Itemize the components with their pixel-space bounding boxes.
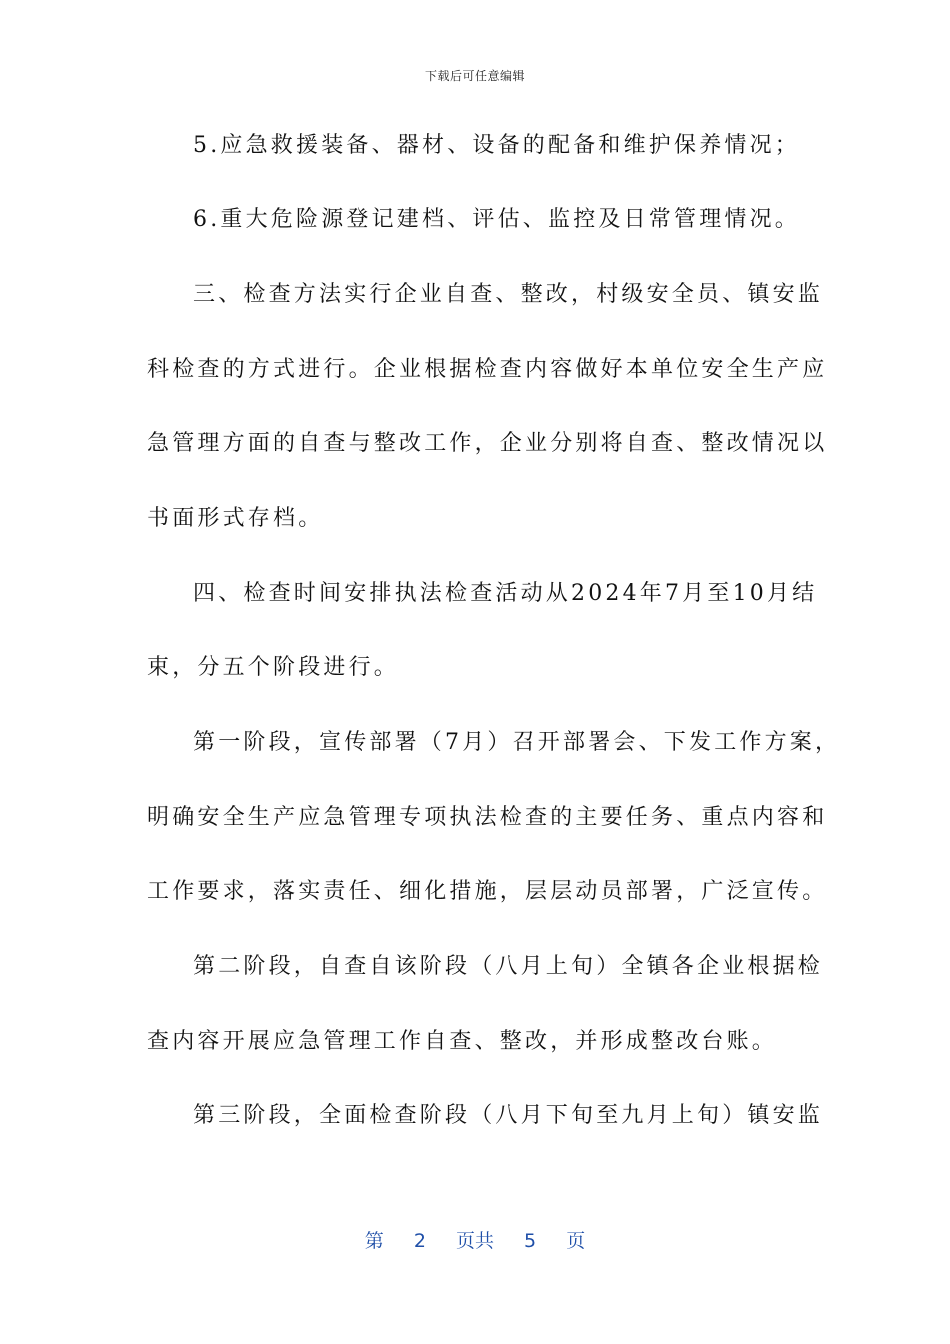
text-line: 查内容开展应急管理工作自查、整改，并形成整改台账。 xyxy=(147,1029,778,1054)
footer-current-page: 2 xyxy=(413,1230,426,1252)
text-line: 第二阶段，自查自该阶段（八月上旬）全镇各企业根据检 xyxy=(193,954,824,979)
text-line: 束，分五个阶段进行。 xyxy=(147,655,400,680)
text-line: 急管理方面的自查与整改工作，企业分别将自查、整改情况以 xyxy=(147,431,828,456)
footer-ye-gong: 页共 xyxy=(455,1230,494,1252)
footer-di: 第 xyxy=(364,1230,384,1252)
text-line: 5.应急救援装备、器材、设备的配备和维护保养情况； xyxy=(193,133,800,158)
text-line: 明确安全生产应急管理专项执法检查的主要任务、重点内容和 xyxy=(147,805,828,830)
text-line: 科检查的方式进行。企业根据检查内容做好本单位安全生产应 xyxy=(147,357,828,382)
footer-total-pages: 5 xyxy=(524,1230,537,1252)
text-line: 书面形式存档。 xyxy=(147,506,324,531)
text-line: 第一阶段，宣传部署（7月）召开部署会、下发工作方案， xyxy=(193,730,841,755)
footer-ye: 页 xyxy=(566,1230,586,1252)
text-line: 三、检查方法实行企业自查、整改，村级安全员、镇安监 xyxy=(193,282,824,307)
page-footer xyxy=(0,1226,950,1253)
text-line: 第三阶段，全面检查阶段（八月下旬至九月上旬）镇安监 xyxy=(193,1103,824,1128)
header-note: 下载后可任意编辑 xyxy=(424,69,525,83)
text-line: 6.重大危险源登记建档、评估、监控及日常管理情况。 xyxy=(193,207,800,232)
text-line: 四、检查时间安排执法检查活动从2024年7月至10月结 xyxy=(193,581,818,606)
text-line: 工作要求，落实责任、细化措施，层层动员部署，广泛宣传。 xyxy=(147,879,828,904)
